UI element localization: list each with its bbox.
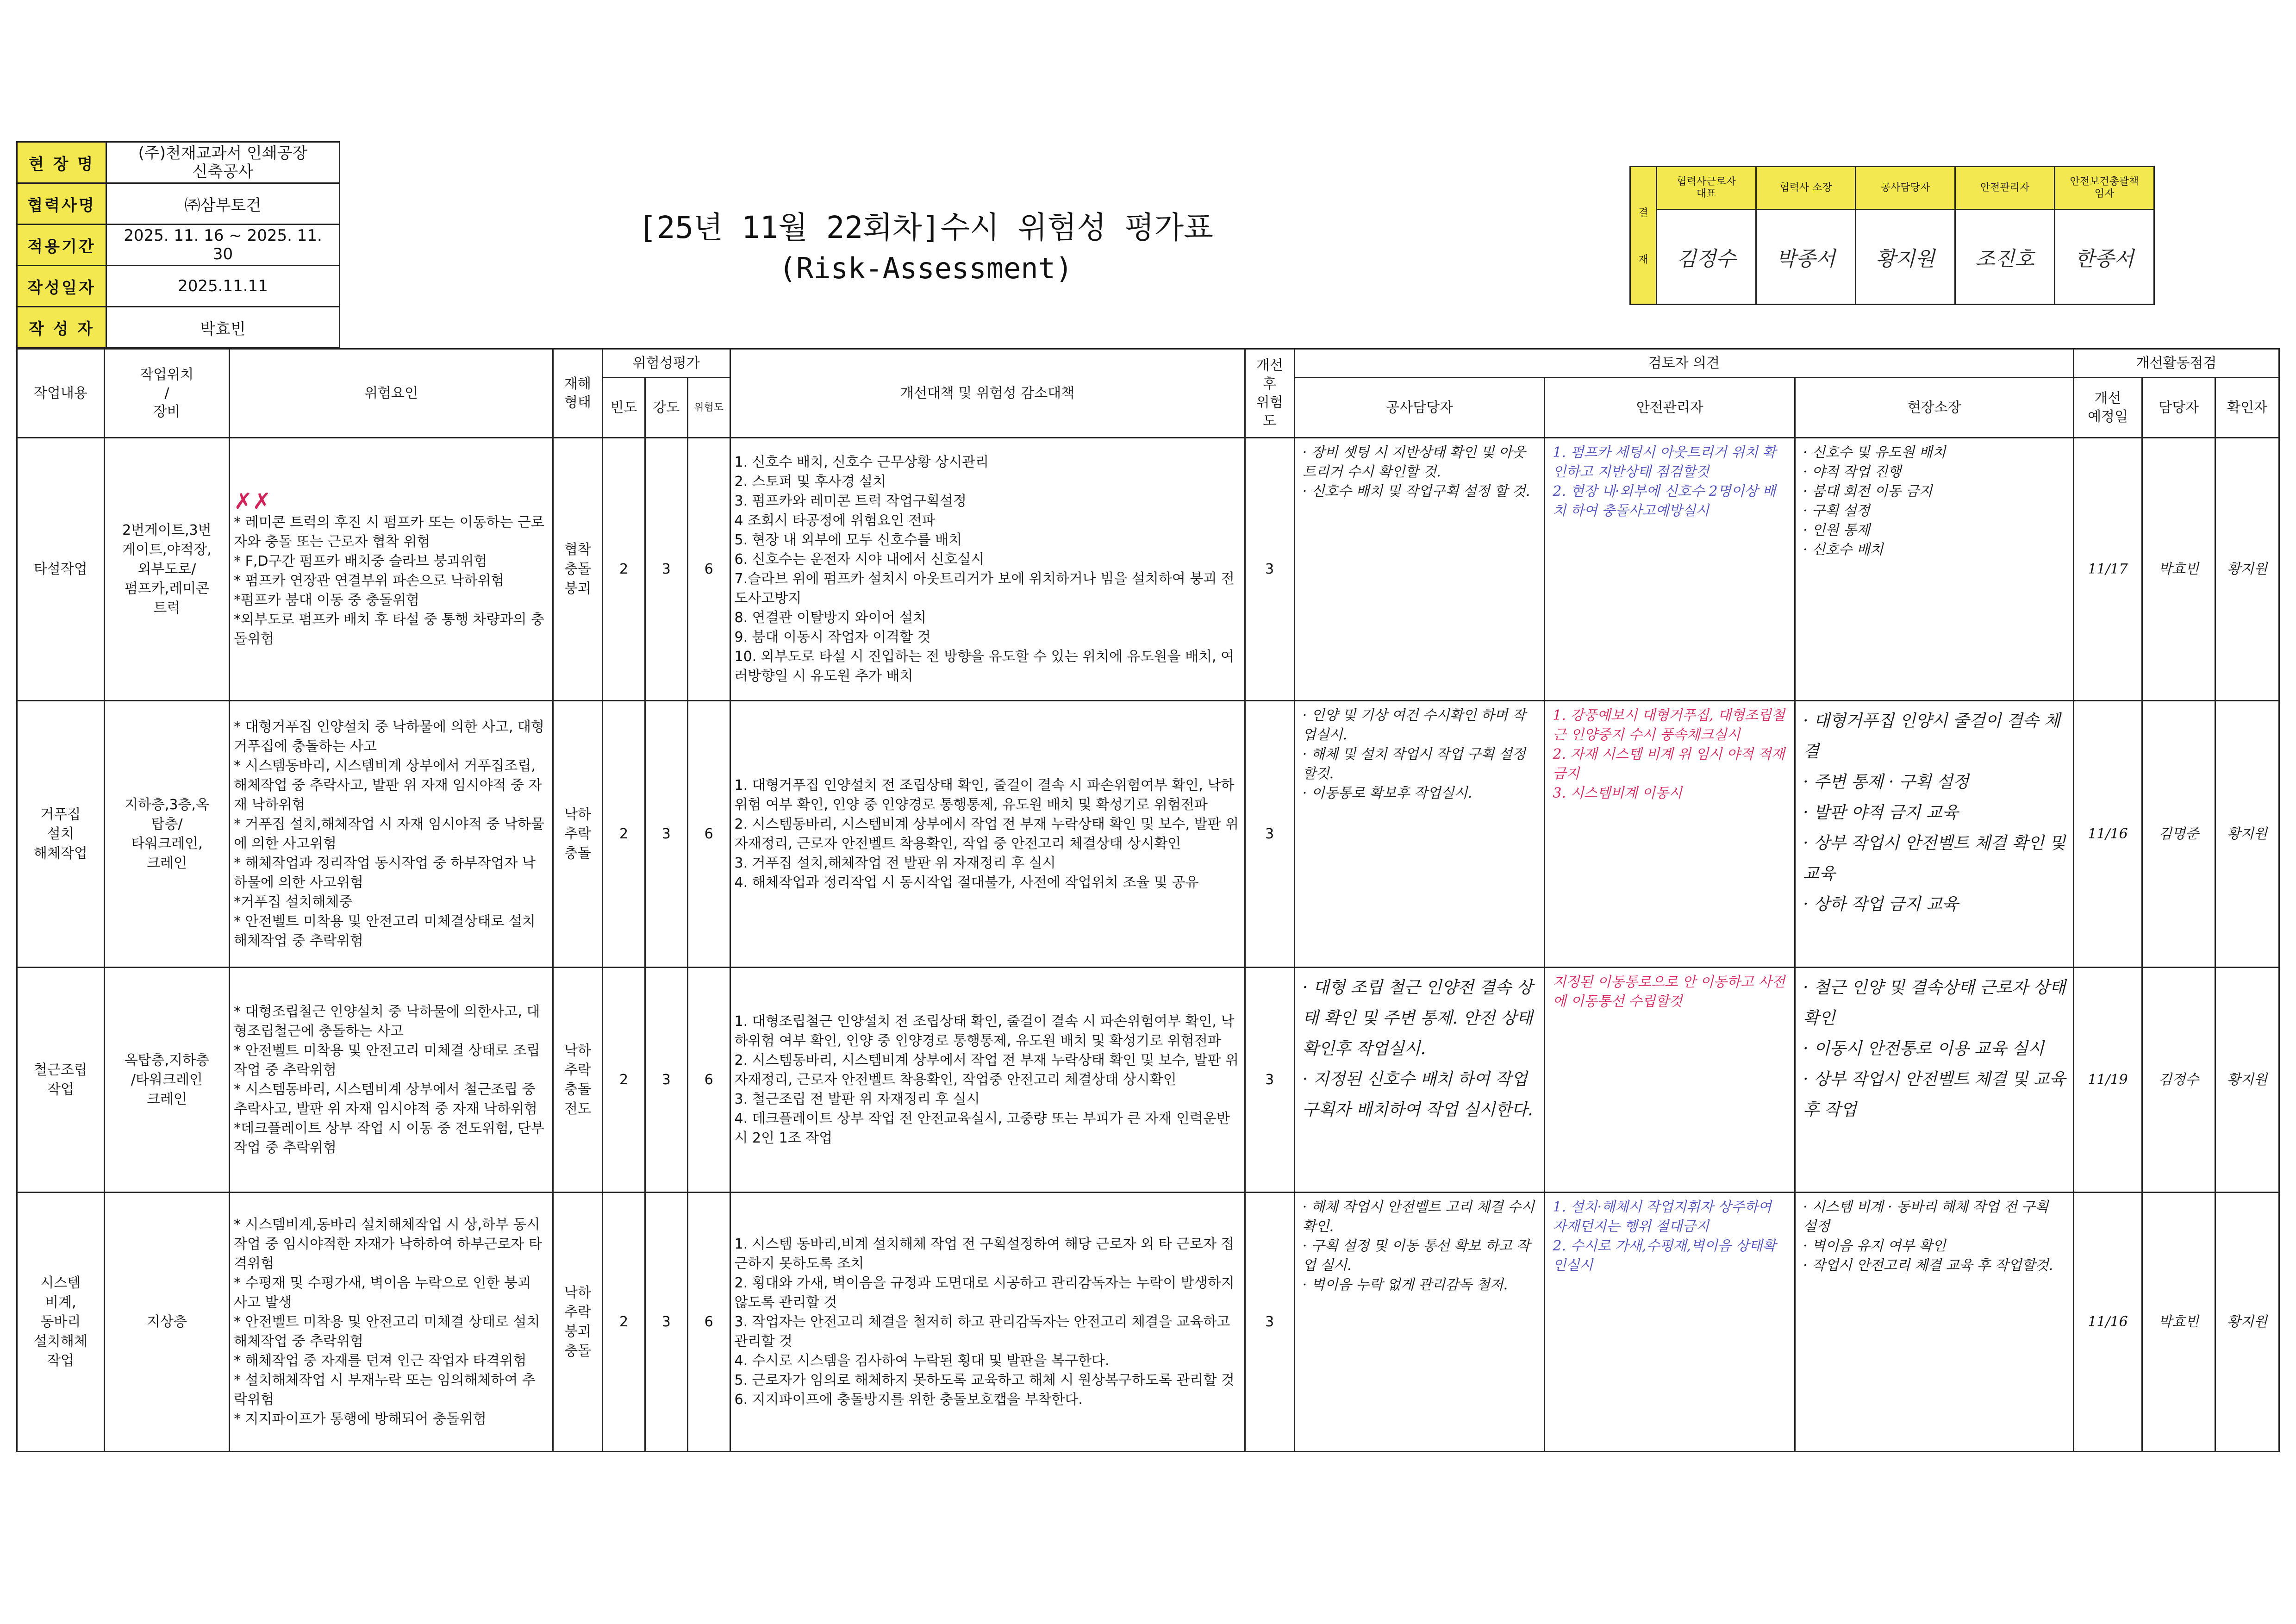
cell-severity: 3: [645, 968, 687, 1193]
header-freq: 빈도: [603, 378, 645, 438]
cell-rev-site: · 철근 인양 및 결속상태 근로자 상태 확인 · 이동시 안전통로 이용 교육 실시 · 상부 작업시 안전벨트 체결 및 교육 후 작업: [1795, 968, 2074, 1193]
approval-jae: 재: [1638, 254, 1648, 266]
cell-freq: 2: [603, 438, 645, 701]
cell-measures: 1. 대형거푸집 인양설치 전 조립상태 확인, 줄걸이 결속 시 파손위험여부 확인, 낙하위험 여부 확인, 인양 중 인양경로 통행통제, 유도원 배치 및 확성기로 위험전파 2. 시스템동바리, 시스템비계 상부에서 작업 전 부재 누락상태 확인 및 보수, 발판 위 자재정리, 근로자 안전벨트 착용확인, 작업 중 안전고리 체결상태 상시확인 3. 거푸집 설치,해체작업 전 발판 위 자재정리 후 실시 4. 해체작업과 정리작업 시 동시작업 절대불가, 사전에 작업위치 조율 및 공유: [730, 701, 1245, 968]
cell-hazard: * 대형조립철근 인양설치 중 낙하물에 의한사고, 대형조립철근에 충돌하는 사고 * 안전벨트 미착용 및 안전고리 미체결 상태로 조립작업 중 추락위험 * 시스템동바리, 시스템비계 상부에서 철근조립 중 추락사고, 발판 위 자재 임시야적 중 자재 낙하위험 *데크플레이트 상부 작업 시 이동 중 전도위험, 단부 작업 중 추락위험: [230, 968, 553, 1193]
cell-owner: 김정수: [2142, 968, 2215, 1193]
cell-measures: 1. 신호수 배치, 신호수 근무상황 상시관리 2. 스토퍼 및 후사경 설치 3. 펌프카와 레미콘 트럭 작업구획설정 4 조회시 타공정에 위험요인 전파 5. 현장 내 외부에 모두 신호수를 배치 6. 신호수는 운전자 시야 내에서 신호실시 7.슬라브 위에 펌프카 설치시 아웃트리거가 보에 위치하거나 빔을 설치하여 붕괴 전도사고방지 8. 연결관 이탈방지 와이어 설치 9. 붐대 이동시 작업자 이격할 것 10. 외부도로 타설 시 진입하는 전 방향을 유도할 수 있는 위치에 유도원을 배치, 여러방향일 시 유도원 추가 배치: [730, 438, 1245, 701]
cell-risk: 6: [687, 968, 730, 1193]
cell-hazard: * 시스템비계,동바리 설치해체작업 시 상,하부 동시작업 중 임시야적한 자재가 낙하하여 하부근로자 타격위험 * 수평재 및 수평가새, 벽이음 누락으로 인한 붕괴 사고 발생 * 안전벨트 미착용 및 안전고리 미체결 상태로 설치해체작업 중 추락위험 * 해체작업 중 자재를 던져 인근 작업자 타격위험 * 설치해체작업 시 부재누락 또는 임의해체하여 추락위험 * 지지파이프가 통행에 방해되어 충돌위험: [230, 1193, 553, 1452]
hazard-text: * 레미콘 트럭의 후진 시 펌프카 또는 이동하는 근로자와 충돌 또는 근로자 협착 위험 * F,D구간 펌프카 배치중 슬라브 붕괴위험 * 펌프카 연장관 연결부위 파손으로 낙하위험 *펌프카 붐대 이동 중 충돌위험 *외부도로 펌프카 배치 후 타설 중 통행 차량과의 충돌위험: [234, 514, 544, 647]
cell-rev-safety: 1. 설치·해체시 작업지휘자 상주하여 자재던지는 행위 절대금지 2. 수시로 가새,수평재,벽이음 상태확인실시: [1545, 1193, 1795, 1452]
cell-hazard: [230, 438, 553, 701]
approval-header-engineer: 공사담당자: [1856, 167, 1955, 210]
table-row: [17, 438, 2279, 701]
cell-location: 지상층: [104, 1193, 229, 1452]
cell-post-risk: 3: [1245, 1193, 1294, 1452]
cell-risk: 6: [687, 701, 730, 968]
cell-checker: 황지원: [2215, 968, 2279, 1193]
cell-risk: 6: [687, 1193, 730, 1452]
signature-worker-rep: 김정수: [1657, 210, 1756, 305]
document-title: [555, 203, 1296, 285]
label-period: 적용기간: [17, 225, 106, 266]
header-risk: 위험도: [687, 378, 730, 438]
title-line-2: (Risk-Assessment): [779, 251, 1073, 285]
cell-rev-site: · 대형거푸집 인양시 줄걸이 결속 체결 · 주변 통제 · 구획 설정 · 발판 야적 금지 교육 · 상부 작업시 안전벨트 체결 확인 및 교육 · 상하 작업 금지 교육: [1795, 701, 2074, 968]
cell-task: 시스템 비계, 동바리 설치해체 작업: [17, 1193, 105, 1452]
label-partner: 협력사명: [17, 183, 106, 225]
table-row: [17, 701, 2279, 968]
header-owner: 담당자: [2142, 378, 2215, 438]
cell-owner: 박효빈: [2142, 1193, 2215, 1452]
risk-table: [16, 348, 2280, 1452]
approval-header-partner-manager: 협력사 소장: [1756, 167, 1856, 210]
cell-location: 2번게이트,3번 게이트,야적장, 외부도로/ 펌프카,레미콘 트럭: [104, 438, 229, 701]
header-post-risk: 개선 후 위험 도: [1245, 349, 1294, 438]
cell-measures: 1. 시스템 동바리,비계 설치해체 작업 전 구획설정하여 해당 근로자 외 타 근로자 접근하지 못하도록 조치 2. 횡대와 가새, 벽이음을 규정과 도면대로 시공하고 관리감독자는 누락이 발생하지 않도록 관리할 것 3. 작업자는 안전고리 체결을 철저히 하고 관리감독자는 안전고리 체결을 교육하고 관리할 것 4. 수시로 시스템을 검사하여 누락된 횡대 및 발판을 복구한다. 5. 근로자가 임의로 해체하지 못하도록 교육하고 해체 시 원상복구하도록 관리할 것 6. 지지파이프에 충돌방지를 위한 충돌보호캡을 부착한다.: [730, 1193, 1245, 1452]
cell-severity: 3: [645, 701, 687, 968]
value-period: 2025. 11. 16 ~ 2025. 11. 30: [106, 225, 340, 266]
title-line-1: [25년 11월 22회차]수시 위험성 평가표: [638, 210, 1213, 245]
header-improve: 개선활동점검: [2074, 349, 2279, 378]
header-planned: 개선 예정일: [2074, 378, 2142, 438]
table-row: [17, 1193, 2279, 1452]
cell-planned: 11/16: [2074, 701, 2142, 968]
site-info-table: [16, 141, 340, 349]
value-site-name: (주)천재교과서 인쇄공장 신축공사: [106, 142, 340, 183]
cell-checker: 황지원: [2215, 701, 2279, 968]
header-measures: 개선대책 및 위험성 감소대책: [730, 349, 1245, 438]
cell-planned: 11/19: [2074, 968, 2142, 1193]
value-date: 2025.11.11: [106, 266, 340, 307]
cell-rev-safety: 지정된 이동통로으로 안 이동하고 사전에 이동통선 수립할것: [1545, 968, 1795, 1193]
cell-location: 지하층,3층,옥 탑층/ 타워크레인, 크레인: [104, 701, 229, 968]
cell-task: 철근조립 작업: [17, 968, 105, 1193]
cell-checker: 황지원: [2215, 438, 2279, 701]
cell-owner: 박효빈: [2142, 438, 2215, 701]
approval-table: [1629, 166, 2155, 305]
header-disaster: 재해 형태: [553, 349, 602, 438]
cell-post-risk: 3: [1245, 701, 1294, 968]
header-location: 작업위치 / 장비: [104, 349, 229, 438]
cell-risk: 6: [687, 438, 730, 701]
label-author: 작 성 자: [17, 307, 106, 348]
header-rev-safety: 안전관리자: [1545, 378, 1795, 438]
cell-disaster: 낙하 추락 붕괴 충돌: [553, 1193, 602, 1452]
cell-freq: 2: [603, 968, 645, 1193]
approval-header-worker-rep: 협력사근로자 대표: [1657, 167, 1756, 210]
label-site-name: 현 장 명: [17, 142, 106, 183]
cell-severity: 3: [645, 438, 687, 701]
cell-owner: 김명준: [2142, 701, 2215, 968]
cell-severity: 3: [645, 1193, 687, 1452]
value-author: 박효빈: [106, 307, 340, 348]
value-partner: ㈜삼부토건: [106, 183, 340, 225]
cell-task: 타설작업: [17, 438, 105, 701]
signature-general: 한종서: [2055, 210, 2154, 305]
approval-side-label: [1630, 167, 1657, 305]
header-rev-engineer: 공사담당자: [1294, 378, 1545, 438]
cell-rev-safety: 1. 강풍예보시 대형거푸집, 대형조립철근 인양중지 수시 풍속체크실시 2. 자재 시스템 비계 위 임시 야적 적재금지 3. 시스템비계 이동시: [1545, 701, 1795, 968]
cell-rev-site: · 시스템 비계 · 동바리 해체 작업 전 구획 설정 · 벽이음 유지 여부 확인 · 작업시 안전고리 체결 교육 후 작업할것.: [1795, 1193, 2074, 1452]
cell-post-risk: 3: [1245, 438, 1294, 701]
cell-freq: 2: [603, 1193, 645, 1452]
header-rev-site: 현장소장: [1795, 378, 2074, 438]
header-severity: 강도: [645, 378, 687, 438]
table-row: [17, 968, 2279, 1193]
header-hazard: 위험요인: [230, 349, 553, 438]
signature-engineer: 황지원: [1856, 210, 1955, 305]
cell-post-risk: 3: [1245, 968, 1294, 1193]
cell-disaster: 낙하 추락 충돌: [553, 701, 602, 968]
cell-location: 옥탑층,지하층 /타워크레인 크레인: [104, 968, 229, 1193]
cell-rev-engineer: · 인양 및 기상 여건 수시확인 하며 작업실시. · 해체 및 설치 작업시 작업 구획 설정 할것. · 이동통로 확보후 작업실시.: [1294, 701, 1545, 968]
cell-freq: 2: [603, 701, 645, 968]
cell-planned: 11/16: [2074, 1193, 2142, 1452]
cell-hazard: * 대형거푸집 인양설치 중 낙하물에 의한 사고, 대형거푸집에 충돌하는 사고 * 시스템동바리, 시스템비계 상부에서 거푸집조립,해체작업 중 추락사고, 발판 위 자재 임시야적 중 자재 낙하위험 * 거푸집 설치,해체작업 시 자재 임시야적 중 낙하물에 의한 사고위험 * 해체작업과 정리작업 동시작업 중 하부작업자 낙하물에 의한 사고위험 *거푸집 설치해체중 * 안전벨트 미착용 및 안전고리 미체결상태로 설치해체작업 중 추락위험: [230, 701, 553, 968]
cell-planned: 11/17: [2074, 438, 2142, 701]
header-checker: 확인자: [2215, 378, 2279, 438]
cell-measures: 1. 대형조립철근 인양설치 전 조립상태 확인, 줄걸이 결속 시 파손위험여부 확인, 낙하위험 여부 확인, 인양 중 인양경로 통행통제, 유도원 배치 및 확성기로 위험전파 2. 시스템동바리, 시스템비계 상부에서 작업 전 부재 누락상태 확인 및 보수, 발판 위 자재정리, 근로자 안전벨트 착용확인, 작업중 안전고리 체결상태 상시확인 3. 철근조립 전 발판 위 자재정리 후 실시 4. 데크플레이트 상부 작업 전 안전교육실시, 고중량 또는 부피가 큰 자재 인력운반 시 2인 1조 작업: [730, 968, 1245, 1193]
cell-rev-site: · 신호수 및 유도원 배치 · 야적 작업 진행 · 붐대 회전 이동 금지 · 구획 설정 · 인원 통제 · 신호수 배치: [1795, 438, 2074, 701]
cell-rev-engineer: · 해체 작업시 안전벨트 고리 체결 수시 확인. · 구획 설정 및 이동 통선 확보 하고 작업 실시. · 벽이음 누락 없게 관리감독 철저.: [1294, 1193, 1545, 1452]
approval-header-safety: 안전관리자: [1955, 167, 2055, 210]
cell-rev-engineer: · 장비 셋팅 시 지반상태 확인 및 아웃트리거 수시 확인할 것. · 신호수 배치 및 작업구획 설정 할 것.: [1294, 438, 1545, 701]
signature-partner-manager: 박종서: [1756, 210, 1856, 305]
header-risk-eval: 위험성평가: [603, 349, 730, 378]
cell-task: 거푸집 설치 해체작업: [17, 701, 105, 968]
signature-safety: 조진호: [1955, 210, 2055, 305]
cell-disaster: 협착 충돌 붕괴: [553, 438, 602, 701]
strike-mark-icon: ✗✗: [234, 488, 271, 514]
header-task: 작업내용: [17, 349, 105, 438]
label-date: 작성일자: [17, 266, 106, 307]
cell-rev-safety: 1. 펌프카 세팅시 아웃트리거 위치 확인하고 지반상태 점검할것 2. 현장 내·외부에 신호수 2명이상 배치 하여 충돌사고예방실시: [1545, 438, 1795, 701]
cell-disaster: 낙하 추락 충돌 전도: [553, 968, 602, 1193]
cell-rev-engineer: · 대형 조립 철근 인양전 결속 상태 확인 및 주변 통제. 안전 상태 확인후 작업실시. · 지정된 신호수 배치 하여 작업 구획자 배치하여 작업 실시한다.: [1294, 968, 1545, 1193]
cell-checker: 황지원: [2215, 1193, 2279, 1452]
approval-kyul: 결: [1638, 207, 1648, 219]
approval-header-general: 안전보건총괄책 임자: [2055, 167, 2154, 210]
header-reviewer: 검토자 의견: [1294, 349, 2073, 378]
